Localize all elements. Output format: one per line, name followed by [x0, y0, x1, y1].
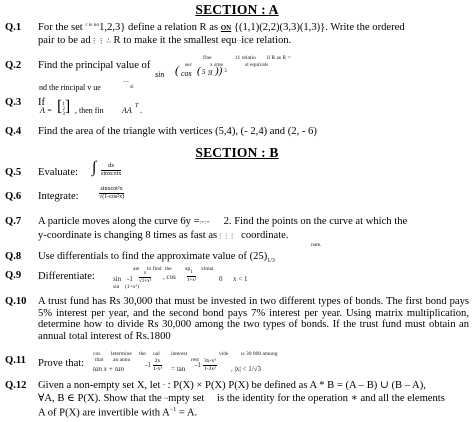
- integrand-fraction: $\frac{\text{sinxcot²x}}{\text{√(1-cos²x)}}$: [99, 186, 125, 200]
- question-11: Q.11 Prove that: cos letermine the ual interest vide ıs 30 000 among that an annu rest tan x + tan -1 $\frac{2x}{\text{1-x²}}$ = tan -1 $\frac{\text{3x-x³}}{\text{1-3x²}}$ , |x| < 1/√3: [5, 351, 278, 373]
- question-7: Q.7 A particle moves along the curve 6y =:=:= 2. Find the points on the curve at which the y-coordinate is changing 8 times as fast as⋮⋮⋮ coordinate.: [5, 216, 408, 241]
- question-number: Q.8: [5, 251, 22, 262]
- question-9: Q.9 Differentiate: ate to find the ap ximat sin -1 $\frac{x}{\text{√1+x²}}$ , cos $\frac{1}{\text{1+x²}}$ 0 x < 1 sin (1+x²): [5, 266, 248, 290]
- question-number: Q.3: [5, 97, 22, 108]
- question-number: Q.1: [5, 22, 22, 33]
- noise-mark: ON: [220, 24, 232, 32]
- question-number: Q.12: [5, 380, 27, 391]
- integral-sign: ∫: [92, 159, 97, 176]
- question-2: Q.2 Find the principal value of fine 11 relatio ll R as R = sec x sme sl equivals sin ( cos ( 5 π )) 3 nd the rincipal v ue ~~ sl: [5, 55, 291, 92]
- question-number: Q.5: [5, 167, 22, 178]
- question-number: Q.11: [5, 355, 26, 366]
- question-12: Q.12 Given a non-empty set X, let ⁻ : P(X) × P(X) P(X) be defined as A * B = (A – B) ∪ (B – A), ∀A, B ∈ P(X). Show that the ~mpty set is the identity for the operation ∗ and all the elements A of P(X) are invertible with $A^{-1} = A$.: [5, 380, 445, 419]
- question-number: Q.4: [5, 126, 22, 137]
- question-10: Q.10 A trust fund has Rs 30,000 that must be invested in two different types of bonds. The first bond pays 5% interest per year, and the second bond pays 7% interest per year. Using matrix multiplication, determine how to divide Rs 30,000 among the two types of bonds. If the trust fund must obtain an annual total interest of Rs.1800: [5, 296, 469, 342]
- question-number: Q.9: [5, 270, 22, 281]
- question-1: Q.1 For the set $^{r is no}$1,2,3} define a relation R as ON {(1,1)(2,2)(3,3)(1,3)}. Write the ordered pair to be ad⋮⋮ ∴ R to make it the smallest equ··ice relation.: [5, 22, 405, 46]
- question-number: Q.2: [5, 60, 22, 71]
- sin-label: sin: [155, 70, 165, 79]
- question-6: Q.6 Integrate: $\frac{\text{sinxcot²x}}{\text{√(1-cos²x)}}$: [5, 186, 125, 202]
- question-number: Q.10: [5, 296, 27, 307]
- section-a-heading: SECTION : A: [195, 2, 279, 17]
- question-number: Q.7: [5, 216, 22, 227]
- question-4: Q.4 Find the area of the triangle with vertices (5,4), (- 2,4) and (2, - 6): [5, 126, 317, 137]
- question-5: Q.5 Evaluate: ∫ $\frac{dx}{\text{sinxcotx}}$: [5, 159, 122, 178]
- question-3: Q.3 If A = [1 2 3] , then fin AA T .: [5, 97, 142, 117]
- question-8: Q.8 Use differentials to find the approximate value of $(25)_{1/3}$ nate.: [5, 242, 322, 265]
- integrand-fraction: $\frac{dx}{\text{sinxcotx}}$: [101, 163, 122, 177]
- question-number: Q.6: [5, 191, 22, 202]
- matrix-a: [1 2 3]: [57, 98, 71, 117]
- section-b-heading: SECTION : B: [195, 145, 279, 160]
